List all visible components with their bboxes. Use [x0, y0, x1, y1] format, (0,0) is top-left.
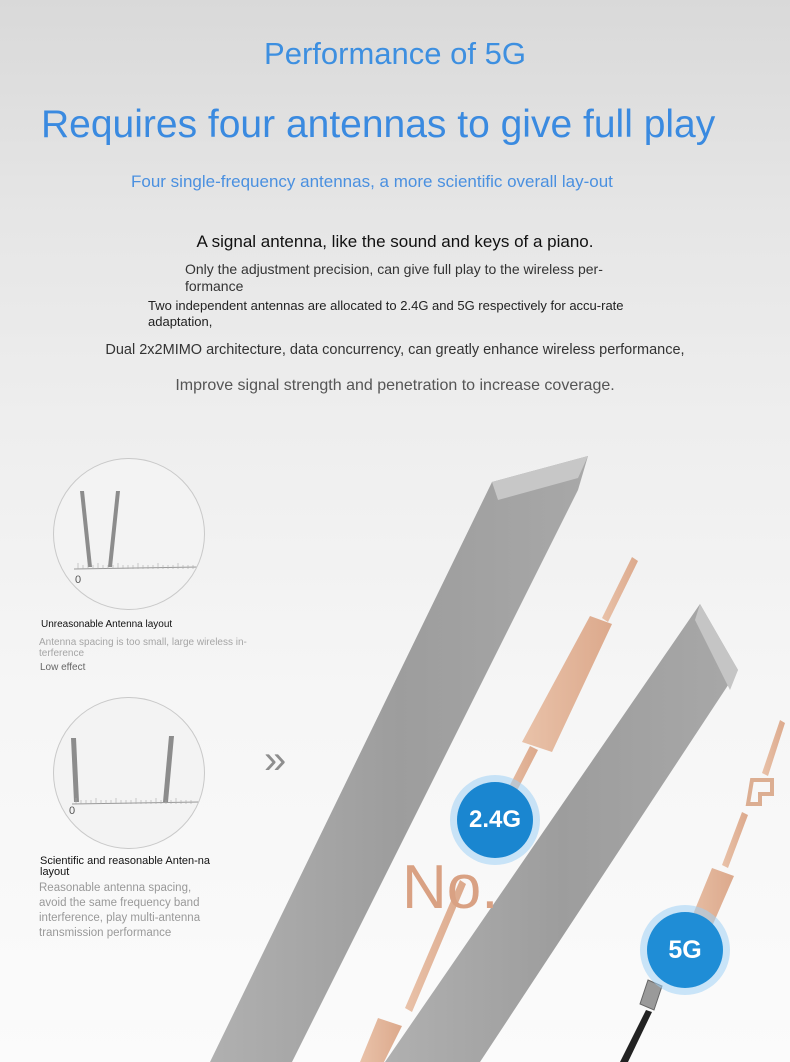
unreasonable-layout-desc: Antenna spacing is too small, large wireless in-terference: [39, 637, 247, 659]
ruler-zero-label: 0: [69, 805, 76, 817]
reasonable-layout-diagram: [53, 697, 205, 849]
band-5g-badge: 5G: [647, 912, 723, 988]
section-title: Performance of 5G: [264, 36, 526, 71]
body-line-2: Two independent antennas are allocated to 2.4G and 5G respectively for accu-rate adaptation,: [148, 298, 624, 329]
unreasonable-layout-diagram: [53, 458, 205, 610]
reasonable-layout-title: Scientific and reasonable Anten-na layout: [40, 855, 211, 878]
double-chevron-right-icon: »: [264, 738, 281, 782]
ruler-zero-label: 0: [75, 574, 82, 586]
body-line-3: Dual 2x2MIMO architecture, data concurrency, can greatly enhance wireless performance,: [105, 342, 685, 358]
overlay-text: No.: [402, 853, 499, 922]
body-line-1: Only the adjustment precision, can give full play to the wireless per-formance: [185, 261, 603, 294]
subtitle: Four single-frequency antennas, a more scientific overall lay-out: [131, 172, 613, 191]
lead-text: A signal antenna, like the sound and keys of a piano.: [196, 232, 594, 251]
unreasonable-layout-title: Unreasonable Antenna layout: [41, 619, 173, 630]
band-2-4g-badge: 2.4G: [457, 782, 533, 858]
body-line-4: Improve signal strength and penetration to increase coverage.: [175, 377, 615, 394]
headline: Requires four antennas to give full play: [41, 103, 716, 146]
low-effect-label: Low effect: [40, 662, 86, 673]
reasonable-layout-desc: Reasonable antenna spacing, avoid the same frequency band interference, play multi-antenna transmission performance: [39, 882, 201, 939]
